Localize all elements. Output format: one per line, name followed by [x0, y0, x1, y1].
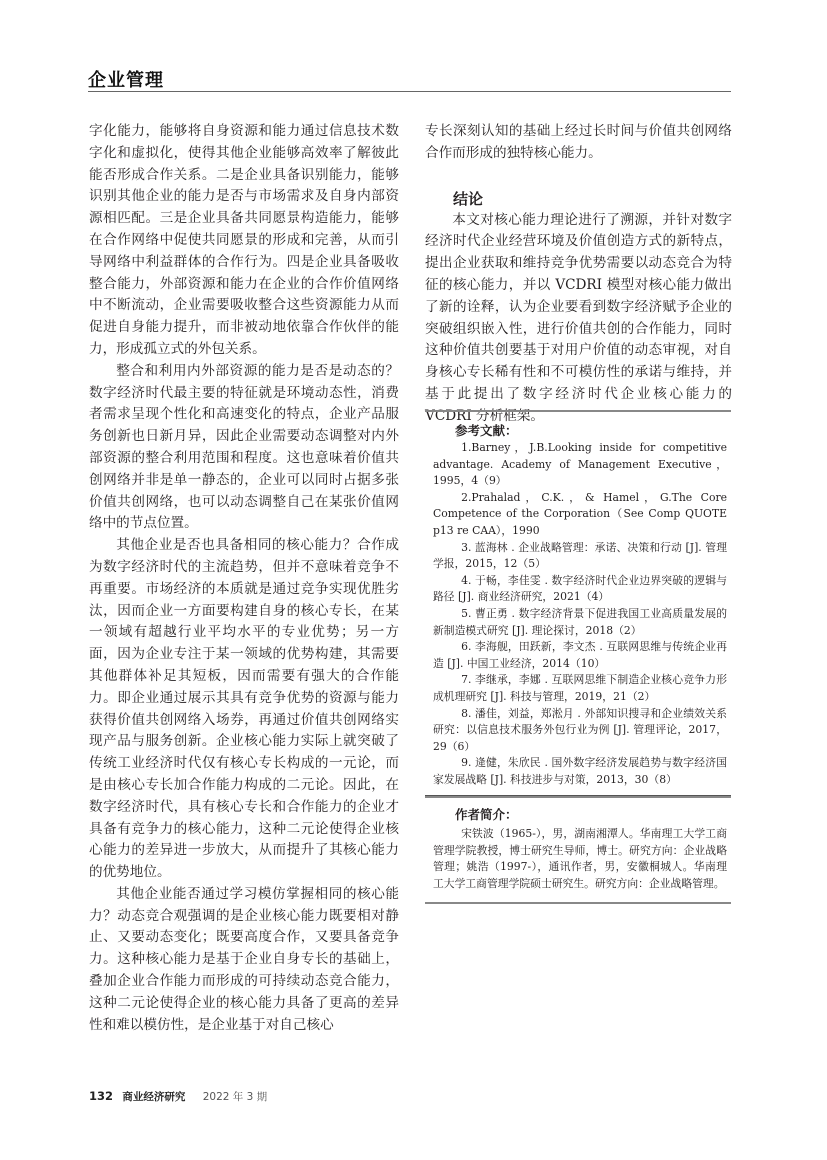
author-heading: 作者简介：	[455, 807, 518, 822]
reference-item: 4. 于畅，李佳雯 . 数字经济时代企业边界突破的逻辑与路径 [J]. 商业经济研究，2021（4）	[433, 573, 727, 604]
conclusion-paragraph: 本文对核心能力理论进行了溯源，并针对数字经济时代企业经营环境及价值创造方式的新特点，提出企业获取和维持竞争优势需要以动态竞合为特征的核心能力，并以 VCDRI 模型对核心能力做出了新的诠释，认为企业要看到数字经济赋予企业的突破组织嵌入性，进行价值共创的合作能力，同时这种价值共创要基于对用户价值的动态审视，对自身核心专长稀有性和不可模仿性的承诺与维持，并基于此提出了数字经济时代企业核心能力的 VCDRI 分析框架。	[425, 211, 732, 424]
reference-item: 6. 李海舰，田跃新，李文杰 . 互联网思维与传统企业再造 [J]. 中国工业经济，2014（10）	[433, 640, 727, 670]
journal-name: 商业经济研究	[122, 1091, 186, 1103]
body-paragraph: 专长深刻认知的基础上经过长时间与价值共创网络合作而形成的独特核心能力。	[425, 123, 732, 161]
author-bio: 宋铁波（1965-），男，湖南湘潭人。华南理工大学工商管理学院教授，博士研究生导师，博士。研究方向：企业战略管理；姚浩（1997-），通讯作者，男，安徽桐城人。华南理工大学工商管理学院硕士研究生。研究方向：企业战略管理。	[433, 827, 727, 890]
references-box	[425, 410, 731, 798]
author-bio-box	[425, 795, 731, 904]
body-paragraph: 其他企业能否通过学习模仿掌握相同的核心能力？动态竞合观强调的是企业核心能力既要相对静止、又要动态变化；既要高度合作，又要具备竞争力。这种核心能力是基于企业自身专长的基础上，叠加企业合作能力而形成的可持续动态竞合能力，这种二元论使得企业的核心能力具备了更高的差异性和难以模仿性，是企业基于对自己核心	[89, 885, 399, 1033]
reference-item: 7. 李继承，李娜 . 互联网思维下制造企业核心竞争力形成机理研究 [J]. 科技与管理，2019，21（2）	[433, 673, 727, 703]
reference-item: 3. 蓝海林 . 企业战略管理：承诺、决策和行动 [J]. 管理学报，2015，12（5）	[433, 540, 727, 571]
body-paragraph: 其他企业是否也具备相同的核心能力？合作成为数字经济时代的主流趋势，但并不意味着竞争不再重要。市场经济的本质就是通过竞争实现优胜劣汰，因而企业一方面要构建自身的核心专长，在某一领域有超越行业平均水平的专业优势；另一方面，因为企业专注于某一领域的优势构建，其需要其他群体补足其短板，因而需要有强大的合作能力。即企业通过展示其具有竞争优势的资源与能力获得价值共创网络入场券，再通过价值共创网络实现产品与服务创新。企业核心能力实际上就突破了传统工业经济时代仅有核心专长构成的一元论，而是由核心专长加合作能力构成的二元论。因此，在数字经济时代，具有核心专长和合作能力的企业才具备有竞争力的核心能力，这种二元论使得企业核心能力的差异进一步放大，从而提升了其核心能力的优势地位。	[89, 537, 399, 881]
page-footer	[89, 1089, 267, 1104]
body-paragraph: 字化能力，能够将自身资源和能力通过信息技术数字化和虚拟化，使得其他企业能够高效率了解彼此能否形成合作关系。二是企业具备识别能力，能够识别其他企业的能力是否与市场需求及自身内部资源相匹配。三是企业具备共同愿景构造能力，能够在合作网络中促使共同愿景的形成和完善，从而引导网络中利益群体的合作行为。四是企业具备吸收整合能力，外部资源和能力在企业的合作价值网络中不断流动，企业需要吸收整合这些资源能力从而促进自身能力提升，而非被动地依靠合作伙伴的能力，形成孤立式的外包关系。	[89, 123, 399, 357]
conclusion-heading: 结论	[453, 189, 484, 208]
section-header: 企业管理	[88, 70, 164, 91]
reference-item: 2.Prahalad，C.K.，& Hamel，G.The Core Competence of the Corporation（See Comp QUOTE p13 re CAA），1990	[433, 490, 727, 537]
header-divider	[88, 91, 731, 92]
issue-label: 2022 年 3 期	[202, 1091, 268, 1103]
reference-item: 9. 逄健，朱欣民 . 国外数字经济发展趋势与数字经济国家发展战略 [J]. 科技进步与对策，2013，30（8）	[433, 756, 727, 786]
reference-item: 8. 潘佳，刘益，郑淞月 . 外部知识搜寻和企业绩效关系研究：以信息技术服务外包行业为例 [J]. 管理评论，2017，29（6）	[433, 706, 727, 753]
right-column	[425, 121, 732, 428]
left-column	[89, 121, 399, 1036]
references-heading: 参考文献：	[455, 423, 518, 438]
reference-item: 1.Barney，J.B.Looking inside for competitive advantage. Academy of Management Executive，1995，4（9）	[433, 441, 727, 488]
page-number: 132	[89, 1089, 114, 1103]
body-paragraph: 整合和利用内外部资源的能力是否是动态的？数字经济时代最主要的特征就是环境动态性，消费者需求呈现个性化和高速变化的特点，企业产品服务创新也日新月异，因此企业需要动态调整对内外部资源的整合利用范围和程度。这也意味着价值共创网络并非是单一静态的，企业可以同时占据多张价值共创网络，也可以动态调整自己在某张价值网络中的节点位置。	[89, 362, 399, 532]
reference-item: 5. 曹正勇 . 数字经济背景下促进我国工业高质量发展的新制造模式研究 [J]. 理论探讨，2018（2）	[433, 606, 727, 637]
